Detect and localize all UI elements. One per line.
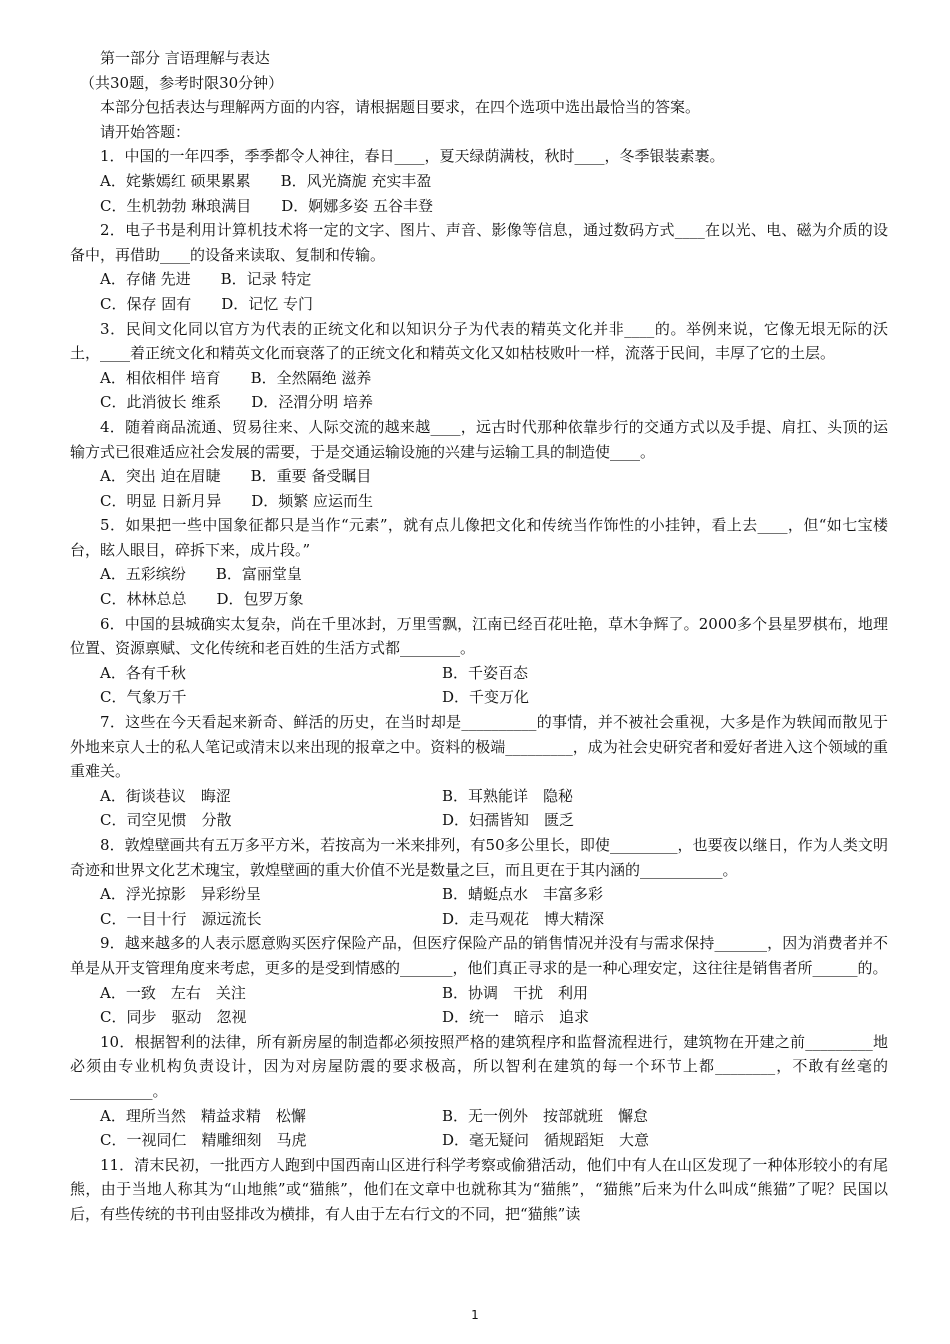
option-c[interactable]: C．此消彼长 维系: [100, 393, 222, 412]
option-d[interactable]: D．泾渭分明 培养: [251, 393, 374, 412]
question-5-options-row-1: [70, 562, 888, 587]
question-10-options-row-2: [70, 1128, 888, 1153]
document-page: [70, 46, 888, 1227]
question-6-options-row-1: [70, 661, 888, 686]
question-8-options-row-2: [70, 907, 888, 932]
instructions: 本部分包括表达与理解两方面的内容，请根据题目要求，在四个选项中选出最恰当的答案。: [100, 98, 701, 117]
question-8-options-row-1: [70, 882, 888, 907]
option-d[interactable]: D．妇孺皆知 匮乏: [442, 811, 575, 830]
question-1-stem: 1．中国的一年四季，季季都令人神往，春日____，夏天绿荫满枝，秋时____，冬季银装素裹。: [100, 147, 725, 166]
option-c[interactable]: C．同步 驱动 忽视: [100, 1008, 247, 1027]
time-limit-note: （共30题，参考时限30分钟）: [80, 73, 284, 92]
option-b[interactable]: B．记录 特定: [220, 270, 312, 289]
option-b[interactable]: B．重要 备受瞩目: [250, 467, 372, 486]
option-b[interactable]: B．耳熟能详 隐秘: [442, 786, 574, 805]
option-d[interactable]: D．包罗万象: [216, 590, 304, 609]
question-4-options-row-2: [70, 489, 888, 514]
question-3-options-row-2: [70, 390, 888, 415]
question-2-options-row-2: [70, 292, 888, 317]
option-a[interactable]: A．理所当然 精益求精 松懈: [100, 1106, 306, 1125]
question-8-stem: 8．敦煌壁画共有五万多平方米，若按高为一米来排列，有50多公里长，即使_________，也要夜以继日，作为人类文明奇迹和世界文化艺术瑰宝，敦煌壁画的重大价值不光是数量之巨，而且更在于其内涵的___________。: [70, 836, 888, 879]
option-a[interactable]: A．存储 先进: [100, 270, 191, 289]
option-d[interactable]: D．走马观花 博大精深: [442, 909, 605, 928]
question-6-stem: 6．中国的县城确实太复杂，尚在千里冰封，万里雪飘，江南已经百花吐艳，草木争辉了。2000多个县星罗棋布，地理位置、资源禀赋、文化传统和老百姓的生活方式都________。: [70, 614, 888, 658]
question-5-options-row-2: [70, 587, 888, 612]
section-title: 第一部分 言语理解与表达: [100, 49, 270, 67]
option-a[interactable]: A．五彩缤纷: [100, 565, 186, 584]
option-b[interactable]: B．协调 干扰 利用: [442, 983, 589, 1002]
option-a[interactable]: A．浮光掠影 异彩纷呈: [100, 885, 261, 904]
question-4-options-row-1: [70, 464, 888, 489]
option-a[interactable]: A．一致 左右 关注: [100, 983, 246, 1002]
question-9-options-row-1: [70, 981, 888, 1006]
question-11-stem: 11．清末民初，一批西方人跑到中国西南山区进行科学考察或偷猎活动，他们中有人在山区发现了一种体形较小的有尾熊，由于当地人称其为“山地熊”或“猫熊”，他们在文章中也就称其为“猫熊”，“猫熊”后来为什么叫成“熊猫”了呢？民国以后，有些传统的书刊由竖排改为横排，有人由于左右行文的不同，把“猫熊”读: [70, 1155, 888, 1223]
question-2-stem: 2．电子书是利用计算机技术将一定的文字、图片、声音、影像等信息，通过数码方式____在以光、电、磁为介质的设备中，再借助____的设备来读取、复制和传输。: [70, 221, 888, 264]
question-4-stem: 4．随着商品流通、贸易往来、人际交流的越来越____，远古时代那种依靠步行的交通方式以及手提、肩扛、头顶的运输方式已很难适应社会发展的需要，于是交通运输设施的兴建与运输工具的制造使____。: [70, 417, 888, 461]
option-a[interactable]: A．突出 迫在眉睫: [100, 467, 221, 486]
option-b[interactable]: B．富丽堂皇: [215, 565, 302, 584]
option-c[interactable]: C．气象万千: [100, 688, 187, 707]
option-c[interactable]: C．一目十行 源远流长: [100, 909, 262, 928]
option-b[interactable]: B．全然隔绝 滋养: [250, 368, 372, 387]
question-1-options-row-1: [70, 169, 888, 194]
question-6-options-row-2: [70, 685, 888, 710]
question-7-options-row-2: [70, 808, 888, 833]
question-2-options-row-1: [70, 267, 888, 292]
question-5-stem: 5．如果把一些中国象征都只是当作“元素”，就有点儿像把文化和传统当作饰性的小挂钟，看上去____，但“如七宝楼台，眩人眼目，碎拆下来，成片段。”: [70, 516, 888, 559]
question-7-stem: 7．这些在今天看起来新奇、鲜活的历史，在当时却是__________的事情，并不被社会重视，大多是作为轶闻而散见于外地来京人士的私人笔记或清末以来出现的报章之中。资料的极端_________，成为社会史研究者和爱好者进入这个领域的重重难关。: [70, 713, 888, 781]
question-3-options-row-1: [70, 366, 888, 391]
start-prompt: 请开始答题：: [100, 122, 191, 141]
option-a[interactable]: A．姹紫嫣红 硕果累累: [100, 171, 251, 190]
option-d[interactable]: D．统一 暗示 追求: [442, 1008, 590, 1027]
question-9-options-row-2: [70, 1005, 888, 1030]
option-d[interactable]: D．记忆 专门: [221, 294, 314, 313]
option-c[interactable]: C．林林总总: [100, 590, 187, 609]
option-a[interactable]: A．街谈巷议 晦涩: [100, 786, 231, 805]
question-10-stem: 10．根据智利的法律，所有新房屋的制造都必须按照严格的建筑程序和监督流程进行，建筑物在开建之前_________地必须由专业机构负责设计，因为对房屋防震的要求极高，所以智利在建筑的每一个环节上都________，不敢有丝毫的___________。: [70, 1032, 888, 1100]
option-b[interactable]: B．风光旖旎 充实丰盈: [280, 171, 432, 190]
option-b[interactable]: B．千姿百态: [442, 663, 529, 682]
option-d[interactable]: D．千变万化: [442, 688, 530, 707]
question-9-stem: 9．越来越多的人表示愿意购买医疗保险产品，但医疗保险产品的销售情况并没有与需求保持_______，因为消费者并不单是从开支管理角度来考虑，更多的是受到情感的_______，他们真正寻求的是一种心理安定，这往往是销售者所______的。: [70, 934, 888, 977]
option-a[interactable]: A．相依相伴 培育: [100, 368, 221, 387]
option-d[interactable]: D．频繁 应运而生: [251, 491, 374, 510]
option-c[interactable]: C．明显 日新月异: [100, 491, 222, 510]
option-b[interactable]: B．蜻蜓点水 丰富多彩: [442, 885, 604, 904]
option-d[interactable]: D．婀娜多姿 五谷丰登: [281, 196, 434, 215]
option-b[interactable]: B．无一例外 按部就班 懈怠: [442, 1106, 649, 1125]
question-1-options-row-2: [70, 194, 888, 219]
option-c[interactable]: C．生机勃勃 琳琅满目: [100, 196, 252, 215]
option-d[interactable]: D．毫无疑问 循规蹈矩 大意: [442, 1131, 650, 1150]
question-10-options-row-1: [70, 1104, 888, 1129]
option-a[interactable]: A．各有千秋: [100, 663, 186, 682]
question-7-options-row-1: [70, 784, 888, 809]
question-3-stem: 3．民间文化同以官方为代表的正统文化和以知识分子为代表的精英文化并非____的。举例来说，它像无垠无际的沃土，____着正统文化和精英文化而衰落了的正统文化和精英文化又如枯枝败叶一样，流落于民间，丰厚了它的土层。: [70, 319, 888, 363]
option-c[interactable]: C．一视同仁 精雕细刻 马虎: [100, 1131, 307, 1150]
option-c[interactable]: C．司空见惯 分散: [100, 811, 232, 830]
page-number: 1: [471, 1308, 479, 1322]
option-c[interactable]: C．保存 固有: [100, 294, 192, 313]
